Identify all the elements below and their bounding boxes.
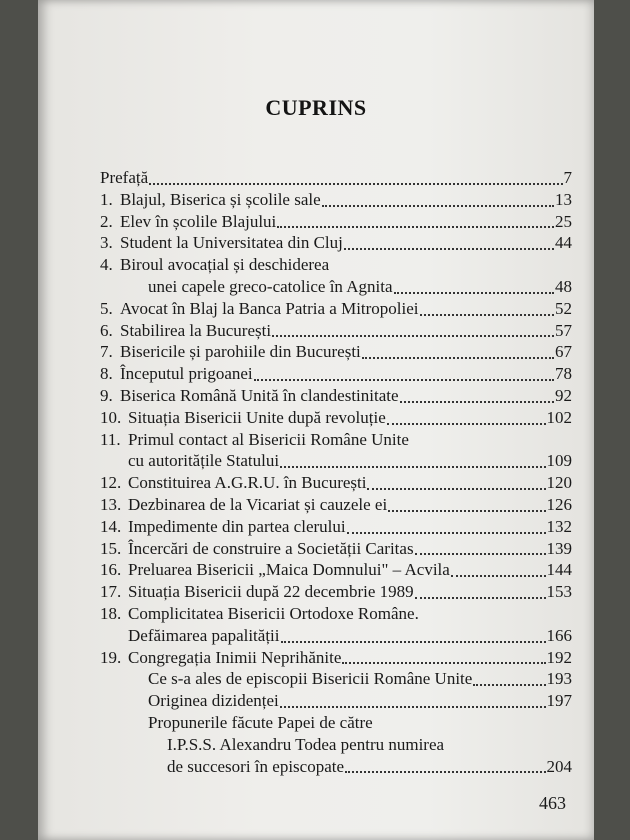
toc-entry-text: de succesori în episcopate	[167, 756, 345, 776]
toc-entry-number: 12.	[100, 473, 122, 493]
toc-entry-8	[100, 363, 572, 385]
toc-entry-13	[100, 494, 572, 516]
toc-entry-page: 48	[555, 276, 572, 296]
toc-entry-text: Situația Bisericii după 22 decembrie 1989	[128, 582, 414, 602]
toc-entry-text: Stabilirea la București	[120, 320, 272, 340]
dot-leader	[277, 226, 554, 228]
toc-entry-text: Începutul prigoanei	[120, 364, 253, 384]
toc-entry-12	[100, 472, 572, 494]
toc-entry-9	[100, 385, 572, 407]
toc-entry-number: 17.	[100, 582, 122, 602]
toc-entry-page: 126	[546, 494, 572, 514]
toc-entry-text: Ce s-a ales de episcopii Bisericii Române Unite	[148, 669, 473, 689]
toc-entry-text: Dezbinarea de la Vicariat și cauzele ei	[128, 494, 388, 514]
toc-entry-page: 92	[555, 385, 572, 405]
dot-leader	[254, 379, 554, 381]
dot-leader	[281, 641, 546, 643]
toc-entry-text: Originea dizidenței	[148, 691, 279, 711]
dot-leader	[400, 401, 554, 403]
toc-entry-page: 144	[546, 560, 572, 580]
dot-leader	[149, 183, 562, 185]
toc-entry-page: 109	[546, 451, 572, 471]
toc-subentry-1	[100, 668, 572, 690]
dot-leader	[394, 292, 555, 294]
toc-entry-text: Defăimarea papalității	[128, 625, 280, 645]
toc-entry-text: unei capele greco-catolice în Agnita	[148, 276, 393, 296]
toc-entry-7	[100, 341, 572, 363]
toc-entry-page: 120	[546, 473, 572, 493]
toc-entry-text: Biroul avocațial și deschiderea	[120, 255, 330, 275]
toc-entry-text: Blajul, Biserica și școlile sale	[120, 189, 321, 209]
toc-entry-text: Situația Bisericii Unite după revoluție	[128, 407, 386, 427]
toc-entry-number: 2.	[100, 211, 113, 231]
toc-entry-number: 15.	[100, 538, 122, 558]
toc-entry-4	[100, 254, 572, 276]
toc-entry-text: Prefață	[100, 168, 149, 187]
book-page	[38, 0, 594, 840]
toc-entry-page: 153	[546, 582, 572, 602]
toc-entry-number: 8.	[100, 364, 113, 384]
toc-entry-15	[100, 538, 572, 560]
dot-leader	[280, 706, 546, 708]
toc-entry-16	[100, 559, 572, 581]
toc-entry-number: 10.	[100, 407, 122, 427]
toc-entry-19	[100, 647, 572, 669]
toc-entry-text: Încercări de construire a Societății Caritas	[128, 538, 414, 558]
toc-entry-page: 139	[546, 538, 572, 558]
dot-leader	[322, 205, 554, 207]
toc-entry-text: Bisericile și parohiile din București	[120, 342, 361, 362]
toc-entry-1	[100, 189, 572, 211]
page-title: CUPRINS	[265, 95, 367, 120]
toc-entry-18	[100, 603, 572, 625]
toc-subentry-3-cont	[100, 734, 572, 756]
dot-leader	[344, 248, 554, 250]
toc-subentry-3-cont2	[100, 756, 572, 778]
toc-entry-page: 132	[546, 516, 572, 536]
toc-entry-number: 6.	[100, 320, 113, 340]
toc-entry-text: Biserica Română Unită în clandestinitate	[120, 385, 399, 405]
toc-entry-text: Elev în școlile Blajului	[120, 211, 277, 231]
toc-entry-text: Avocat în Blaj la Banca Patria a Mitropoliei	[120, 298, 419, 318]
toc-entry-18-cont	[100, 625, 572, 647]
dot-leader	[272, 335, 554, 337]
toc-entry-page: 204	[546, 756, 572, 776]
toc-entry-page: 25	[555, 211, 572, 231]
toc-entry-number: 1.	[100, 189, 113, 209]
toc-entry-14	[100, 516, 572, 538]
page-number: 463	[539, 793, 566, 813]
toc-entry-text: I.P.S.S. Alexandru Todea pentru numirea	[167, 734, 445, 754]
toc-entry-text: Student la Universitatea din Cluj	[120, 233, 343, 253]
toc-entry-page: 197	[546, 691, 572, 711]
toc-entry-number: 13.	[100, 494, 122, 514]
toc-entry-text: Congregația Inimii Neprihănite	[128, 647, 342, 667]
toc-entry-number: 9.	[100, 385, 113, 405]
dot-leader	[451, 575, 546, 577]
dot-leader	[420, 314, 554, 316]
dot-leader	[342, 662, 545, 664]
dot-leader	[473, 684, 545, 686]
toc-entry-5	[100, 298, 572, 320]
toc-entry-page: 52	[555, 298, 572, 318]
toc-entry-number: 18.	[100, 603, 122, 623]
toc-entry-number: 14.	[100, 516, 122, 536]
toc-entry-3	[100, 232, 572, 254]
toc-entry-number: 11.	[100, 429, 121, 449]
toc-entry-text: Primul contact al Bisericii Române Unite	[128, 429, 409, 449]
toc-entry-11-cont	[100, 450, 572, 472]
toc-entry-text: Constituirea A.G.R.U. în București	[128, 473, 367, 493]
dot-leader	[280, 466, 545, 468]
table-of-contents	[100, 167, 572, 777]
toc-entry-page: 44	[555, 233, 572, 253]
toc-entry-page: 57	[555, 320, 572, 340]
toc-entry-text: cu autoritățile Statului	[128, 451, 280, 471]
toc-entry-number: 16.	[100, 560, 122, 580]
dot-leader	[415, 597, 546, 599]
toc-entry-6	[100, 320, 572, 342]
toc-entry-number: 5.	[100, 298, 113, 318]
toc-entry-page: 13	[555, 189, 572, 209]
toc-entry-number: 3.	[100, 233, 113, 253]
toc-entry-text: Impedimente din partea clerului	[128, 516, 346, 536]
toc-entry-page: 67	[555, 342, 572, 362]
toc-entry-10	[100, 407, 572, 429]
dot-leader	[387, 423, 546, 425]
toc-entry-page: 192	[546, 647, 572, 667]
toc-entry-number: 7.	[100, 342, 113, 362]
toc-entry-text: Propunerile făcute Papei de către	[148, 712, 373, 732]
toc-entry-page: 193	[546, 669, 572, 689]
toc-entry-number: 4.	[100, 255, 113, 275]
toc-entry-text: Preluarea Bisericii „Maica Domnului" – Acvila	[128, 560, 450, 580]
toc-entry-2	[100, 211, 572, 233]
dot-leader	[345, 771, 545, 773]
toc-entry-page: 166	[546, 625, 572, 645]
toc-entry-17	[100, 581, 572, 603]
toc-subentry-3	[100, 712, 572, 734]
dot-leader	[415, 553, 546, 555]
toc-entry-preface	[100, 167, 572, 189]
toc-entry-text: Complicitatea Bisericii Ortodoxe Române.	[128, 603, 419, 623]
toc-entry-page: 7	[563, 168, 572, 187]
toc-entry-page: 102	[546, 407, 572, 427]
toc-entry-page: 78	[555, 364, 572, 384]
toc-entry-number: 19.	[100, 647, 122, 667]
toc-entry-4-cont	[100, 276, 572, 298]
toc-subentry-2	[100, 690, 572, 712]
dot-leader	[362, 357, 554, 359]
dot-leader	[367, 488, 545, 490]
dot-leader	[388, 510, 545, 512]
dot-leader	[347, 532, 546, 534]
toc-entry-11	[100, 429, 572, 451]
